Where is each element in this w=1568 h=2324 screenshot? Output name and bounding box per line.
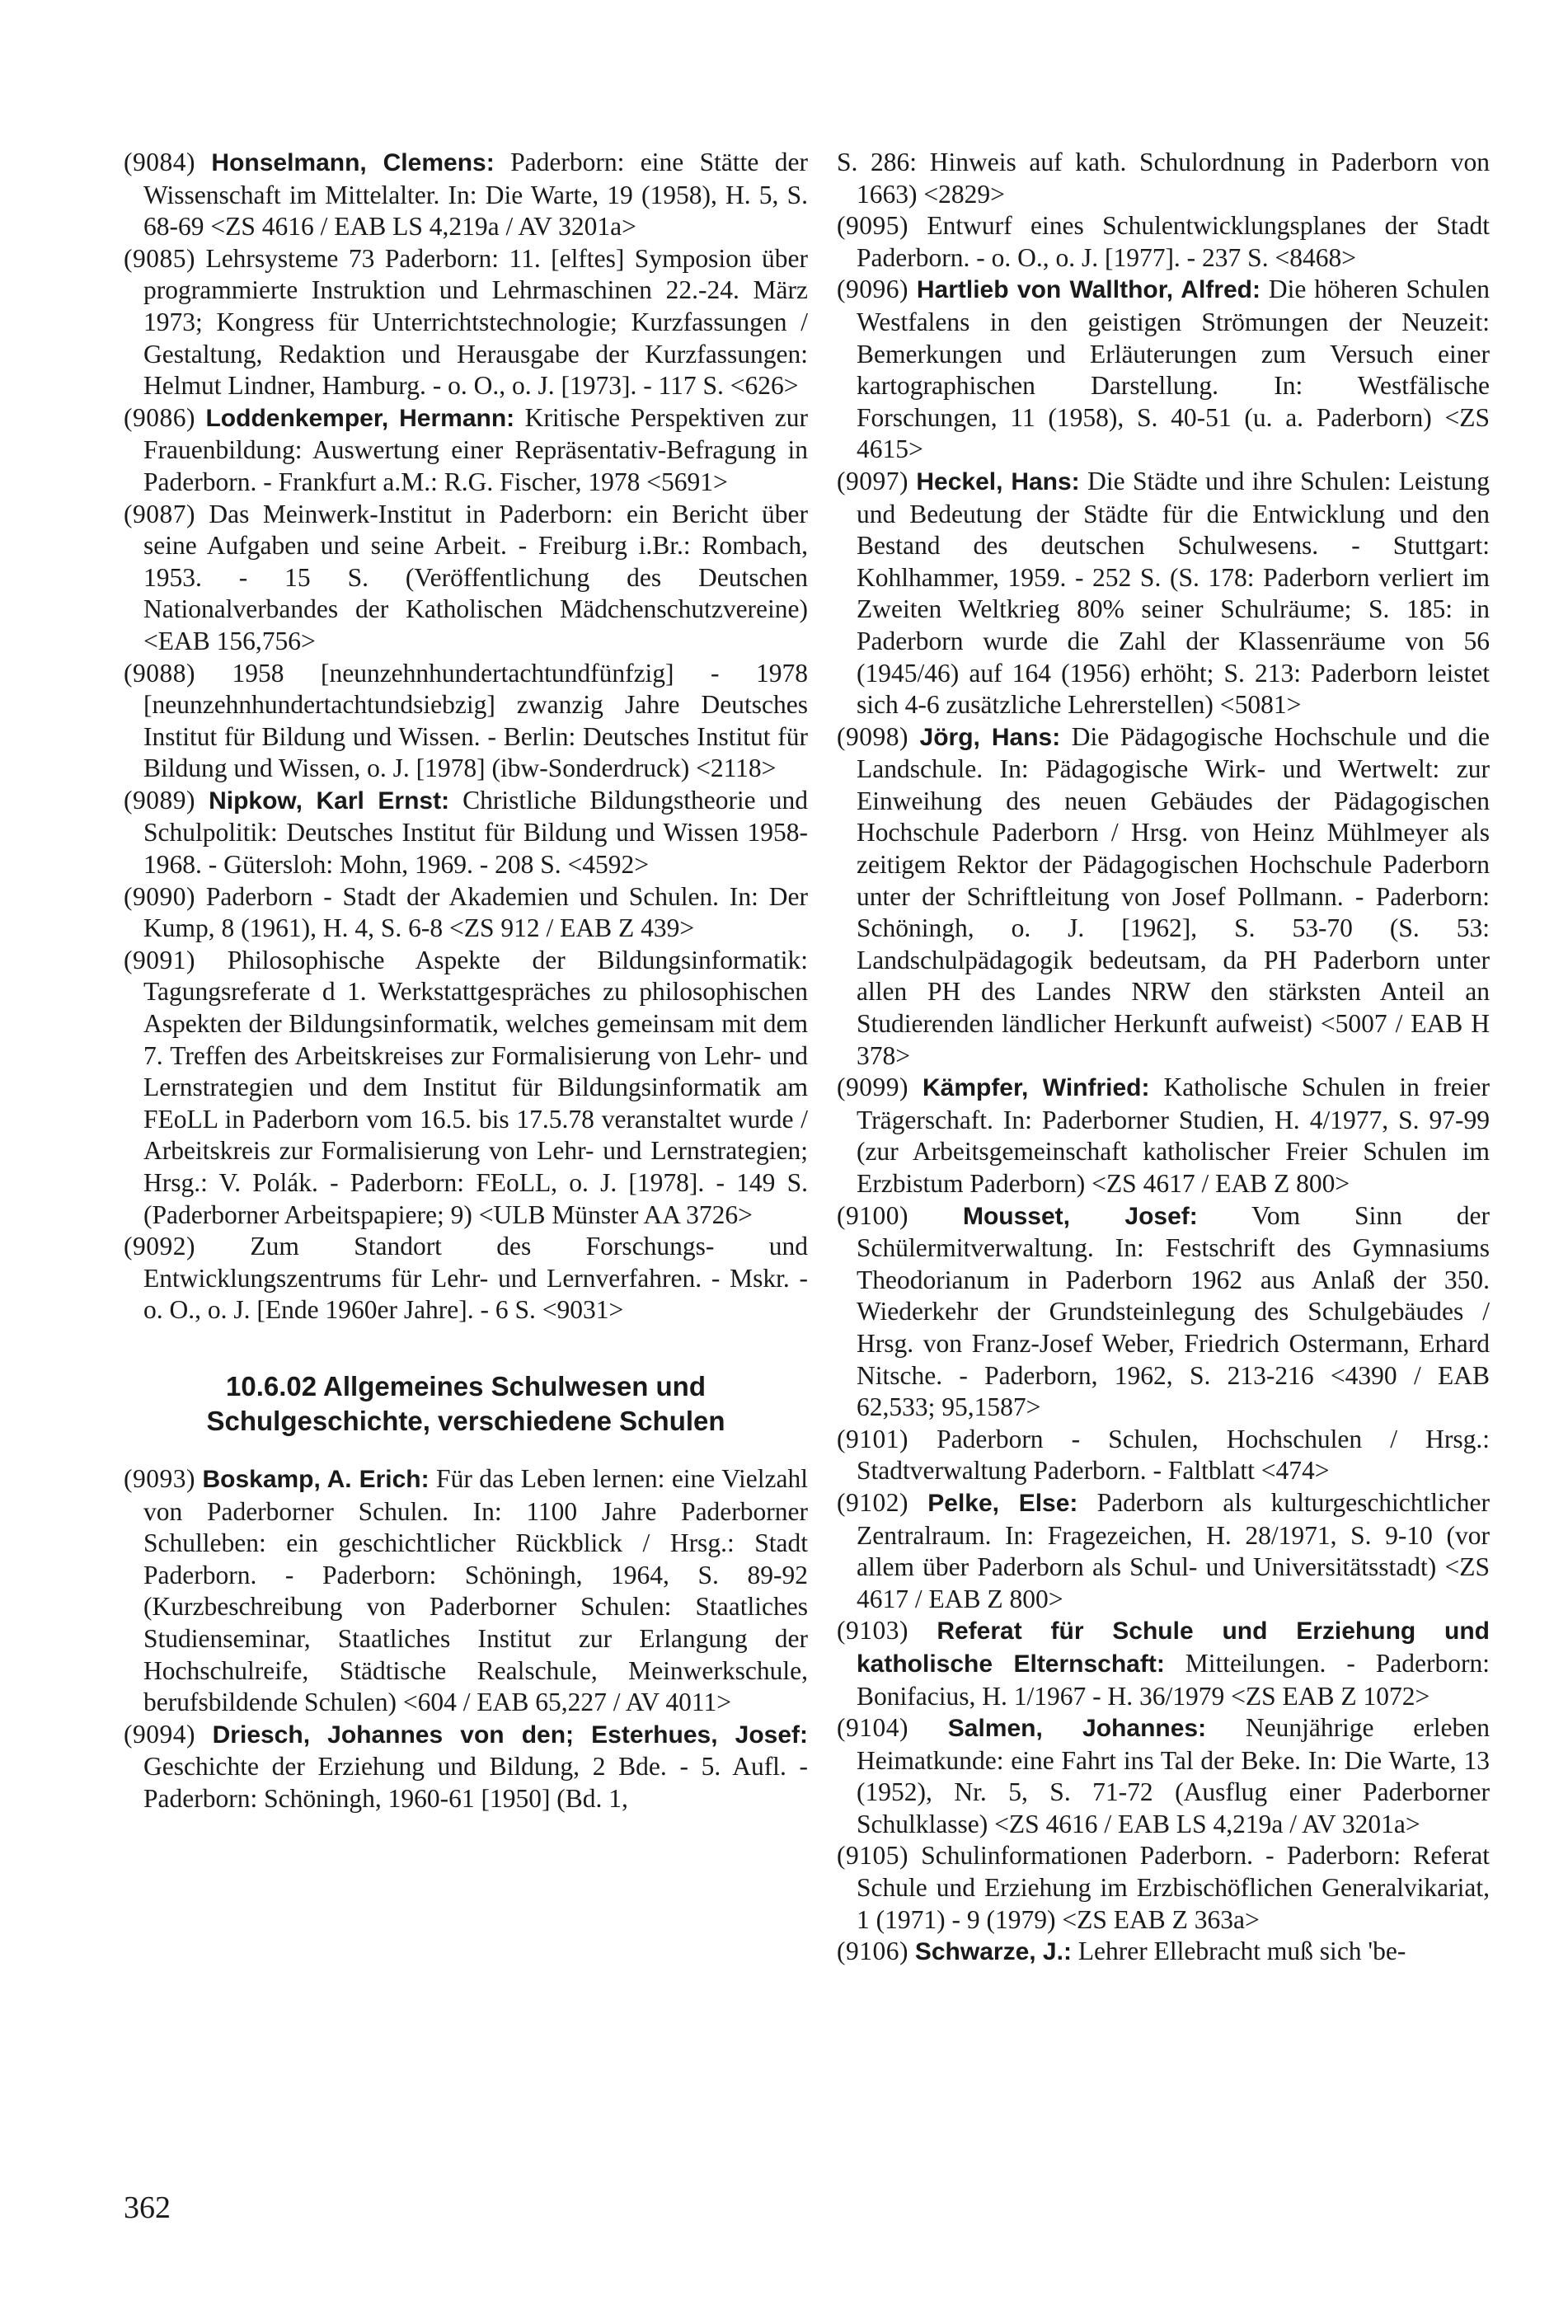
section-heading-line-2: Schulgeschichte, verschiedene Schulen (206, 1405, 725, 1436)
bibliography-entry (837, 210, 1490, 274)
entry-author: Nipkow, Karl Ernst: (209, 786, 450, 815)
right-column (837, 147, 1490, 1969)
entry-text: Katholische Schulen in freier Trägerschaft. In: Paderborner Studien, H. 4/1977, S. 97-99 (zur Arbeitsgemeinschaft katholischer Freier Schulen im Erzbistum Paderborn) <ZS 4617 / EAB Z 800> (857, 1073, 1491, 1198)
entry-number: (9095) (837, 211, 908, 241)
entry-text: Das Meinwerk-Institut in Paderborn: ein Bericht über seine Aufgaben und seine Arbeit. - Freiburg i.Br.: Rombach, 1953. - 15 S. (Veröffentlichung des Deutschen Nationalverbandes der Katholischen Mädchenschutzvereine) <EAB 156,756> (143, 499, 809, 655)
entry-number: (9096) (837, 275, 908, 304)
bibliography-entry (837, 1936, 1490, 1969)
bibliography-entry (124, 1463, 808, 1719)
entry-author: Boskamp, A. Erich: (202, 1465, 430, 1493)
entry-number: (9102) (837, 1487, 908, 1517)
entry-list-right (837, 147, 1490, 1969)
entry-text: Die Pädagogische Hochschule und die Landschule. In: Pädagogische Wirk- und Wertwelt: zur Einweihung des neuen Gebäudes der Pädagogischen Hochschule Paderborn / Hrsg. von Heinz Mühlmeyer als zeitigem Rektor der Pädagogischen Hochschule Paderborn unter der Schriftleitung von Josef Pollmann. - Paderborn: Schöningh, o. J. [1962], S. 53-70 (S. 53: Landschulpädagogik bedeutsam, da PH Paderborn unter allen PH des Landes NRW den stärksten Anteil an Studierenden ländlicher Herkunft aufweist) <5007 / EAB H 378> (857, 721, 1491, 1070)
entry-author: Schwarze, J.: (914, 1938, 1072, 1966)
entry-number: (9098) (837, 721, 908, 751)
entry-text: Paderborn: eine Stätte der Wissenschaft im Mittelalter. In: Die Warte, 19 (1958), H. 5, S. 68-69 <ZS 4616 / EAB LS 4,219a / AV 3201a> (143, 148, 809, 242)
entry-list-left-b (124, 1463, 808, 1815)
entry-text: Paderborn - Stadt der Akademien und Schulen. In: Der Kump, 8 (1961), H. 4, S. 6-8 <ZS 912 / EAB Z 439> (143, 881, 809, 943)
entry-text: Schulinformationen Paderborn. - Paderborn: Referat Schule und Erziehung im Erzbischöflichen Generalvikariat, 1 (1971) - 9 (1979) <ZS EAB Z 363a> (857, 1841, 1490, 1934)
entry-author: Kämpfer, Winfried: (922, 1074, 1150, 1102)
entry-text: Entwurf eines Schulentwicklungsplanes der Stadt Paderborn. - o. O., o. J. [1977]. - 237 S. <8468> (857, 211, 1491, 272)
bibliography-entry (124, 147, 808, 243)
bibliography-entry (837, 466, 1490, 721)
entry-number: (9089) (124, 785, 195, 815)
entry-number: (9091) (124, 945, 195, 974)
entry-number: (9092) (124, 1232, 195, 1261)
bibliography-entry (837, 1487, 1490, 1615)
page-number: 362 (124, 2190, 171, 2225)
entry-number: (9093) (124, 1463, 195, 1493)
entry-author: Heckel, Hans: (916, 467, 1080, 495)
entry-author: Hartlieb von Wallthor, Alfred: (916, 276, 1261, 304)
entry-text: Zum Standort des Forschungs- und Entwicklungszentrums für Lehr- und Lernverfahren. - Mskr. - o. O., o. J. [Ende 1960er Jahre]. - 6 S. <9031> (143, 1232, 808, 1325)
entry-text: Kritische Perspektiven zur Frauenbildung: Auswertung einer Repräsentativ-Befragung in Paderborn. - Frankfurt a.M.: R.G. Fischer, 1978 <5691> (143, 402, 808, 496)
bibliography-entry (124, 785, 808, 881)
entry-number: (9101) (837, 1424, 908, 1453)
entry-number: (9106) (837, 1937, 908, 1966)
entry-number: (9103) (837, 1616, 908, 1646)
entry-text: Geschichte der Erziehung und Bildung, 2 Bde. - 5. Aufl. - Paderborn: Schöningh, 1960-61 [1950] (Bd. 1, (143, 1752, 808, 1813)
bibliography-entry (837, 147, 1490, 210)
entry-text: Philosophische Aspekte der Bildungsinformatik: Tagungsreferate d 1. Werkstattgespräches zu philosophischen Aspekten der Bildungsinformatik, welches gemeinsam mit dem 7. Treffen des Arbeitskreises zur Formalisierung von Lehr- und Lernstrategien und dem Institut für Bildungsinformatik am FEoLL in Paderborn vom 16.5. bis 17.5.78 veranstaltet wurde / Arbeitskreis zur Formalisierung von Lehr- und Lernstrategien; Hrsg.: V. Polák. - Paderborn: FEoLL, o. J. [1978]. - 149 S. (Paderborner Arbeitspapiere; 9) <ULB Münster AA 3726> (143, 945, 808, 1229)
entry-author: Driesch, Johannes von den; Esterhues, Josef: (212, 1721, 809, 1749)
entry-number: (9087) (124, 499, 195, 528)
entry-author: Salmen, Johannes: (947, 1715, 1207, 1743)
entry-number: (9084) (124, 148, 195, 176)
bibliography-entry (837, 1200, 1490, 1424)
entry-text: Lehrsysteme 73 Paderborn: 11. [elftes] Symposion über programmierte Instruktion und Lehrmaschinen 22.-24. März 1973; Kongress für Unterrichtstechnologie; Kurzfassungen / Gestaltung, Redaktion und Herausgabe der Kurzfassungen: Helmut Lindner, Hamburg. - o. O., o. J. [1973]. - 117 S. <626> (143, 243, 809, 401)
entry-number: (9085) (124, 243, 195, 273)
entry-text: Für das Leben lernen: eine Vielzahl von Paderborner Schulen. In: 1100 Jahre Paderborner Schulleben: ein geschichtlicher Rückblick / Hrsg.: Stadt Paderborn. - Paderborn: Schöningh, 1964, S. 89-92 (Kurzbeschreibung von Paderborner Schulen: Staatliches Studienseminar, Staatliches Institut zur Erlangung der Hochschulreife, Städtische Realschule, Meinwerkschule, berufsbildende Schulen) <604 / EAB 65,227 / AV 4011> (143, 1463, 808, 1717)
entry-text: Neunjährige erleben Heimatkunde: eine Fahrt ins Tal der Beke. In: Die Warte, 13 (1952), Nr. 5, S. 71-72 (Ausflug einer Paderborner Schulklasse) <ZS 4616 / EAB LS 4,219a / AV 3201a> (857, 1713, 1490, 1838)
entry-author: Mousset, Josef: (962, 1202, 1198, 1230)
entry-text: 1958 [neunzehnhundertachtundfünfzig] - 1978 [neunzehnhundertachtundsiebzig] zwanzig Jahre Deutsches Institut für Bildung und Wissen. - Berlin: Deutsches Institut für Bildung und Wissen, o. J. [1978] (ibw-Sonderdruck) <2118> (143, 658, 809, 783)
bibliography-entry (837, 1072, 1490, 1200)
entry-author: Pelke, Else: (927, 1489, 1078, 1517)
bibliography-entry (124, 402, 808, 499)
entry-number: (9086) (124, 402, 195, 432)
entry-author: Jörg, Hans: (919, 723, 1061, 751)
entry-author: Honselmann, Clemens: (211, 149, 495, 176)
bibliography-entry (837, 1712, 1490, 1840)
entry-author: Loddenkemper, Hermann: (205, 404, 515, 432)
bibliography-entry (124, 1231, 808, 1326)
entry-text: Christliche Bildungstheorie und Schulpolitik: Deutsches Institut für Bildung und Wissen 1958-1968. - Gütersloh: Mohn, 1969. - 208 S. <4592> (143, 785, 808, 880)
bibliography-entry (124, 881, 808, 945)
entry-number: (9088) (124, 658, 195, 688)
entry-number: (9105) (837, 1841, 908, 1871)
entry-text: Paderborn als kulturgeschichtlicher Zentralraum. In: Fragezeichen, H. 28/1971, S. 9-10 (vor allem über Paderborn als Schul- und Universitätsstadt) <ZS 4617 / EAB Z 800> (857, 1487, 1490, 1613)
section-heading (124, 1369, 808, 1439)
entry-number: (9097) (837, 466, 908, 495)
entry-number: (9099) (837, 1073, 908, 1102)
entry-number: (9100) (837, 1200, 908, 1230)
entry-text: Mitteilungen. - Paderborn: Bonifacius, H. 1/1967 - H. 36/1979 <ZS EAB Z 1072> (857, 1648, 1490, 1711)
entry-number: (9090) (124, 881, 195, 911)
bibliography-entry (837, 1424, 1490, 1487)
bibliography-entry (124, 658, 808, 785)
bibliography-entry (124, 243, 808, 402)
entry-text: Die Städte und ihre Schulen: Leistung und Bedeutung der Städte für die Entwicklung und den Bestand des deutschen Schulwesens. - Stuttgart: Kohlhammer, 1959. - 252 S. (S. 178: Paderborn verliert im Zweiten Weltkrieg 80% seiner Schulräume; S. 185: in Paderborn wurde die Zahl der Klassenräume von 56 (1945/46) auf 164 (1956) erhöht; S. 213: Paderborn leistet sich 4-6 zusätzliche Lehrerstellen) <5081> (857, 466, 1490, 720)
entry-text: Die höheren Schulen Westfalens in den geistigen Strömungen der Neuzeit: Bemerkungen und Erläuterungen zum Versuch einer kartographischen Darstellung. In: Westfälische Forschungen, 11 (1958), S. 40-51 (u. a. Paderborn) <ZS 4615> (857, 275, 1491, 464)
entry-text: Paderborn - Schulen, Hochschulen / Hrsg.: Stadtverwaltung Paderborn. - Faltblatt <474> (857, 1424, 1491, 1486)
bibliography-entry (124, 945, 808, 1231)
entry-number: (9094) (124, 1719, 195, 1749)
entry-text: Lehrer Ellebracht muß sich 'be- (1071, 1937, 1406, 1966)
bibliography-entry (837, 721, 1490, 1073)
section-heading-line-1: 10.6.02 Allgemeines Schulwesen und (226, 1370, 706, 1401)
entry-text: Vom Sinn der Schülermitverwaltung. In: Festschrift des Gymnasiums Theodorianum in Paderborn 1962 aus Anlaß der 350. Wiederkehr der Grundsteinlegung des Schulgebäudes / Hrsg. von Franz-Josef Weber, Friedrich Ostermann, Erhard Nitsche. - Paderborn, 1962, S. 213-216 <4390 / EAB 62,533; 95,1587> (857, 1200, 1491, 1422)
bibliography-entry (124, 1719, 808, 1815)
bibliography-entry (837, 274, 1490, 466)
entry-number: (9104) (837, 1713, 908, 1743)
bibliography-entry (124, 499, 808, 658)
entry-list-left-a (124, 147, 808, 1326)
left-column (124, 147, 808, 1815)
bibliography-entry (837, 1615, 1490, 1712)
entry-text: S. 286: Hinweis auf kath. Schulordnung in Paderborn von 1663) <2829> (837, 148, 1490, 209)
bibliography-entry (837, 1840, 1490, 1936)
entry-author: Referat für Schule und Erziehung und katholische Elternschaft: (857, 1617, 1491, 1678)
